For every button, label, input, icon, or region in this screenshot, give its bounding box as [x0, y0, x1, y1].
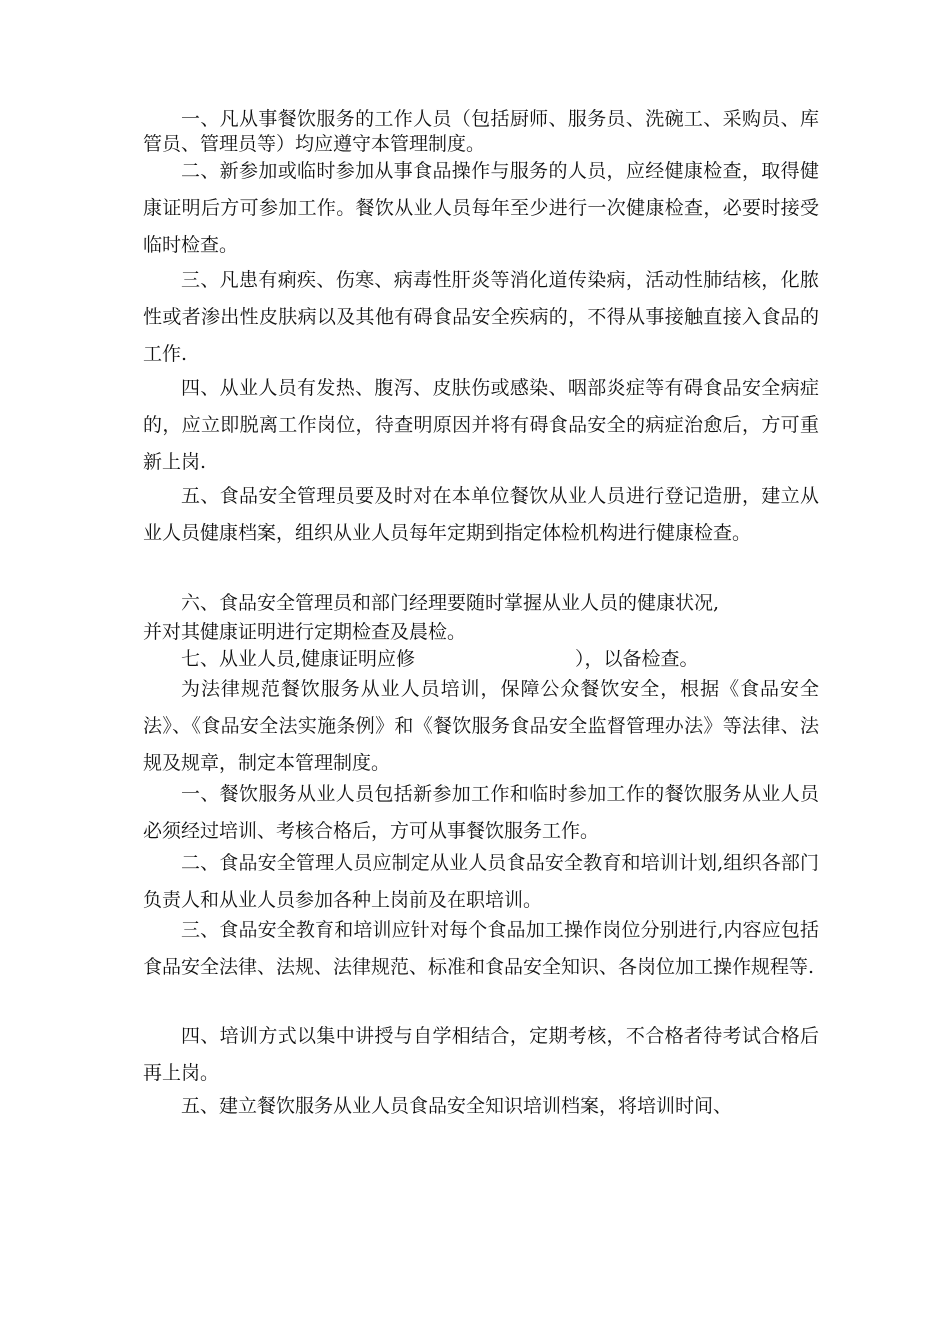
paragraph-11: 三、食品安全教育和培训应针对每个食品加工操作岗位分别进行,内容应包括食品安全法律、法规、法律规范、标准和食品安全知识、各岗位加工操作规程等.	[143, 919, 819, 978]
paragraph-2: 二、新参加或临时参加从事食品操作与服务的人员，应经健康检查，取得健康证明后方可参加工作。餐饮从业人员每年至少进行一次健康检查，必要时接受临时检查。	[143, 160, 819, 256]
paragraph-1: 一、凡从事餐饮服务的工作人员（包括厨师、服务员、洗碗工、采购员、库管员、管理员等）均应遵守本管理制度。	[143, 108, 819, 155]
paragraph-4: 四、从业人员有发热、腹泻、皮肤伤或感染、咽部炎症等有碍食品安全病症的，应立即脱离工作岗位，待查明原因并将有碍食品安全的病症治愈后，方可重新上岗.	[143, 377, 819, 473]
paragraph-8: 为法律规范餐饮服务从业人员培训，保障公众餐饮安全，根据《食品安全法》、《食品安全法实施条例》和《餐饮服务食品安全监督管理办法》等法律、法规及规章，制定本管理制度。	[143, 678, 819, 774]
paragraph-7-end: ），以备检查。	[575, 648, 699, 670]
paragraph-6-continuation: 并对其健康证明进行定期检查及晨检。	[143, 621, 467, 643]
paragraph-13: 五、建立餐饮服务从业人员食品安全知识培训档案，将培训时间、	[181, 1095, 733, 1117]
paragraph-7-start: 七、从业人员,健康证明应修	[181, 648, 416, 670]
paragraph-5: 五、食品安全管理员要及时对在本单位餐饮从业人员进行登记造册，建立从业人员健康档案，组织从业人员每年定期到指定体检机构进行健康检查。	[143, 485, 819, 544]
paragraph-6: 六、食品安全管理员和部门经理要随时掌握从业人员的健康状况,	[181, 592, 720, 614]
paragraph-10: 二、食品安全管理人员应制定从业人员食品安全教育和培训计划,组织各部门负责人和从业人员参加各种上岗前及在职培训。	[143, 852, 819, 911]
paragraph-3: 三、凡患有痢疾、伤寒、病毒性肝炎等消化道传染病，活动性肺结核，化脓性或者渗出性皮肤病以及其他有碍食品安全疾病的，不得从事接触直接入食品的工作.	[143, 269, 819, 365]
paragraph-9: 一、餐饮服务从业人员包括新参加工作和临时参加工作的餐饮服务从业人员必须经过培训、考核合格后，方可从事餐饮服务工作。	[143, 783, 819, 842]
paragraph-12: 四、培训方式以集中讲授与自学相结合，定期考核，不合格者待考试合格后再上岗。	[143, 1025, 819, 1084]
